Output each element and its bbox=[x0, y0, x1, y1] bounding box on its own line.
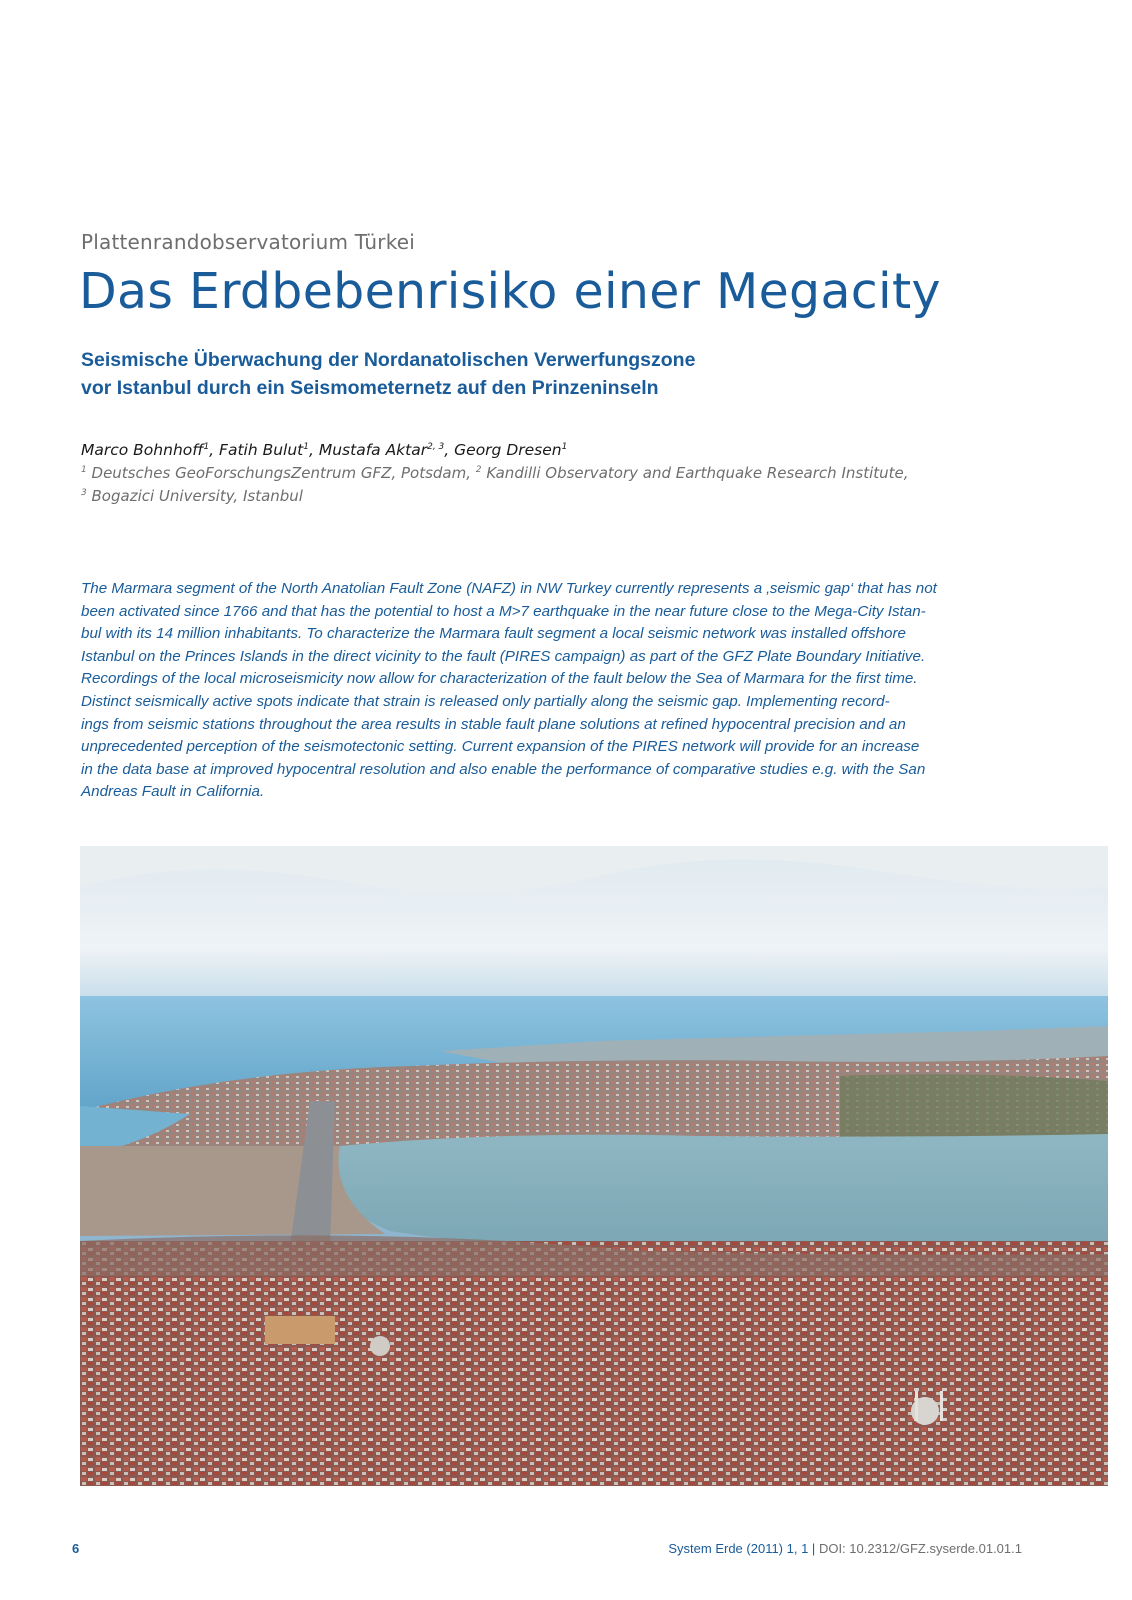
author-affiliation-mark: 1 bbox=[561, 441, 568, 452]
subtitle-line: Seismische Überwachung der Nordanatolischen Verwerfungszone bbox=[81, 349, 696, 371]
affiliation-line bbox=[81, 487, 981, 505]
abstract-line: in the data base at improved hypocentral resolution and also enable the performance of comparative studies e.g. with the San bbox=[81, 760, 926, 778]
aerial-photo-istanbul bbox=[80, 846, 1108, 1486]
affiliation-text: Deutsches GeoForschungsZentrum GFZ, Potsdam, bbox=[91, 464, 472, 482]
kicker: Plattenrandobservatorium Türkei bbox=[81, 230, 416, 254]
journal-citation: System Erde (2011) 1, 1 | bbox=[668, 1541, 816, 1556]
author-affiliation-mark: 1 bbox=[303, 441, 309, 452]
affiliation-mark: 3 bbox=[81, 488, 87, 498]
abstract-line: Distinct seismically active spots indicate that strain is released only partially along the seismic gap. Implementing record- bbox=[81, 692, 890, 710]
affiliation-text: Kandilli Observatory and Earthquake Research Institute, bbox=[486, 464, 909, 482]
abstract-line: Istanbul on the Princes Islands in the direct vicinity to the fault (PIRES campaign) as part of the GFZ Plate Boundary Initiative. bbox=[81, 647, 926, 665]
abstract-line: ings from seismic stations throughout the area results in stable fault plane solutions at refined hypocentral precision and an bbox=[81, 715, 906, 733]
doi: DOI: 10.2312/GFZ.syserde.01.01.1 bbox=[818, 1541, 1022, 1556]
author-name: Mustafa Aktar bbox=[318, 441, 428, 459]
author-affiliation-mark: 1 bbox=[203, 441, 210, 452]
affiliation-mark: 2 bbox=[475, 465, 482, 475]
abstract-line: The Marmara segment of the North Anatolian Fault Zone (NAFZ) in NW Turkey currently represents a ‚seismic gap‘ that has not bbox=[81, 580, 937, 597]
abstract bbox=[81, 578, 1021, 804]
abstract-line: Andreas Fault in California. bbox=[81, 783, 265, 801]
page-title: Das Erdbebenrisiko einer Megacity bbox=[79, 263, 941, 320]
affiliation-text: Bogazici University, Istanbul bbox=[91, 487, 303, 505]
author-name: Fatih Bulut bbox=[219, 441, 304, 459]
abstract-line: Recordings of the local microseismicity now allow for characterization of the fault below the Sea of Marmara for the first time. bbox=[81, 670, 918, 688]
author-name: Georg Dresen bbox=[454, 441, 562, 459]
affiliation-line bbox=[81, 464, 981, 482]
abstract-line: been activated since 1766 and that has the potential to host a M>7 earthquake in the near future close to the Mega-City Istan- bbox=[81, 602, 926, 620]
author-list: Marco Bohnhoff$^1$, Fatih Bulut$^1$, Mustafa Aktar$^{2, 3}$, Georg Dresen$^1$ bbox=[81, 441, 568, 459]
affiliation-mark: 1 bbox=[81, 465, 87, 475]
abstract-line: bul with its 14 million inhabitants. To characterize the Marmara fault segment a local seismic network was installed offshore bbox=[81, 625, 907, 643]
abstract-line: unprecedented perception of the seismotectonic setting. Current expansion of the PIRES network will provide for an increase bbox=[81, 738, 920, 756]
journal-reference bbox=[668, 1541, 1022, 1556]
subtitle-line: vor Istanbul durch ein Seismometernetz auf den Prinzeninseln bbox=[81, 377, 659, 399]
page-number: 6 bbox=[72, 1541, 80, 1556]
subtitle bbox=[81, 346, 981, 402]
author-name: Marco Bohnhoff bbox=[81, 441, 204, 459]
author-affiliation-mark: 2, 3 bbox=[427, 441, 445, 452]
